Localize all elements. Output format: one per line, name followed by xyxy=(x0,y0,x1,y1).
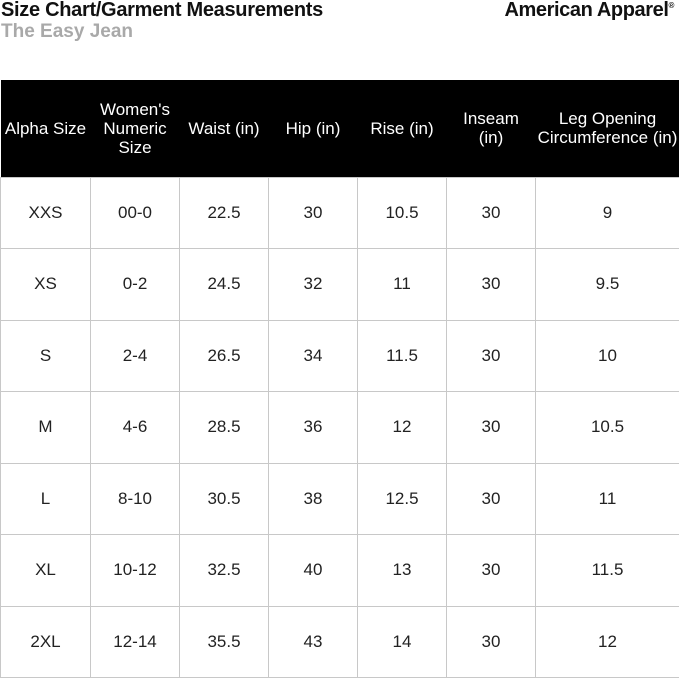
column-header-waist: Waist (in) xyxy=(188,118,260,138)
table-cell-hip: 38 xyxy=(269,463,358,535)
table-cell-leg-opening: 11.5 xyxy=(536,535,679,607)
table-cell-leg-opening: 9.5 xyxy=(536,249,679,321)
header-row xyxy=(1,80,679,177)
table-row xyxy=(1,463,679,535)
column-header-hip: Hip (in) xyxy=(285,118,341,138)
table-cell-alpha-size: XL xyxy=(1,535,91,607)
table-cell-inseam: 30 xyxy=(447,606,536,678)
table-cell-waist: 24.5 xyxy=(180,249,269,321)
table-cell-leg-opening: 10.5 xyxy=(536,392,679,464)
table-cell-inseam: 30 xyxy=(447,535,536,607)
table-cell-numeric-size: 8-10 xyxy=(91,463,180,535)
size-chart-table xyxy=(0,80,679,678)
table-cell-hip: 43 xyxy=(269,606,358,678)
table-cell-numeric-size: 2-4 xyxy=(91,320,180,392)
table-cell-hip: 40 xyxy=(269,535,358,607)
table-row xyxy=(1,606,679,678)
table-cell-numeric-size: 00-0 xyxy=(91,177,180,249)
table-cell-alpha-size: 2XL xyxy=(1,606,91,678)
table-row xyxy=(1,392,679,464)
column-header-alpha-size: Alpha Size xyxy=(4,118,87,138)
table-cell-numeric-size: 10-12 xyxy=(91,535,180,607)
table-cell-waist: 30.5 xyxy=(180,463,269,535)
column-header-leg-opening: Leg Opening Circumference (in) xyxy=(537,109,678,148)
table-cell-alpha-size: M xyxy=(1,392,91,464)
column-header-numeric-size: Women's Numeric Size xyxy=(99,99,170,157)
table-row xyxy=(1,249,679,321)
table-cell-inseam: 30 xyxy=(447,463,536,535)
page-title: Size Chart/Garment Measurements xyxy=(1,0,323,21)
table-cell-rise: 14 xyxy=(358,606,447,678)
table-cell-rise: 11 xyxy=(358,249,447,321)
table-cell-rise: 12 xyxy=(358,392,447,464)
registered-mark: ® xyxy=(668,1,674,10)
table-body xyxy=(1,177,679,678)
table-cell-alpha-size: XXS xyxy=(1,177,91,249)
table-cell-hip: 30 xyxy=(269,177,358,249)
table-cell-waist: 28.5 xyxy=(180,392,269,464)
product-subtitle: The Easy Jean xyxy=(1,21,134,42)
table-cell-leg-opening: 11 xyxy=(536,463,679,535)
table-cell-leg-opening: 12 xyxy=(536,606,679,678)
table-cell-leg-opening: 9 xyxy=(536,177,679,249)
brand-logo xyxy=(504,0,674,22)
table-cell-rise: 12.5 xyxy=(358,463,447,535)
table-cell-hip: 34 xyxy=(269,320,358,392)
table-cell-inseam: 30 xyxy=(447,320,536,392)
table-cell-numeric-size: 4-6 xyxy=(91,392,180,464)
table-cell-alpha-size: XS xyxy=(1,249,91,321)
table-cell-hip: 32 xyxy=(269,249,358,321)
table-cell-alpha-size: L xyxy=(1,463,91,535)
table-cell-leg-opening: 10 xyxy=(536,320,679,392)
column-header-rise: Rise (in) xyxy=(370,118,434,138)
table-row xyxy=(1,535,679,607)
table-cell-inseam: 30 xyxy=(447,177,536,249)
table-cell-numeric-size: 0-2 xyxy=(91,249,180,321)
table-cell-waist: 26.5 xyxy=(180,320,269,392)
table-cell-rise: 13 xyxy=(358,535,447,607)
table-row xyxy=(1,320,679,392)
table-cell-waist: 22.5 xyxy=(180,177,269,249)
brand-name: American Apparel xyxy=(504,0,669,21)
table-cell-rise: 10.5 xyxy=(358,177,447,249)
table-cell-hip: 36 xyxy=(269,392,358,464)
table-row xyxy=(1,177,679,249)
table-cell-inseam: 30 xyxy=(447,392,536,464)
table-cell-waist: 35.5 xyxy=(180,606,269,678)
table-cell-rise: 11.5 xyxy=(358,320,447,392)
table-cell-numeric-size: 12-14 xyxy=(91,606,180,678)
table-cell-alpha-size: S xyxy=(1,320,91,392)
column-header-inseam: Inseam (in) xyxy=(463,109,519,148)
table-cell-waist: 32.5 xyxy=(180,535,269,607)
table-header xyxy=(1,80,679,177)
table-cell-inseam: 30 xyxy=(447,249,536,321)
